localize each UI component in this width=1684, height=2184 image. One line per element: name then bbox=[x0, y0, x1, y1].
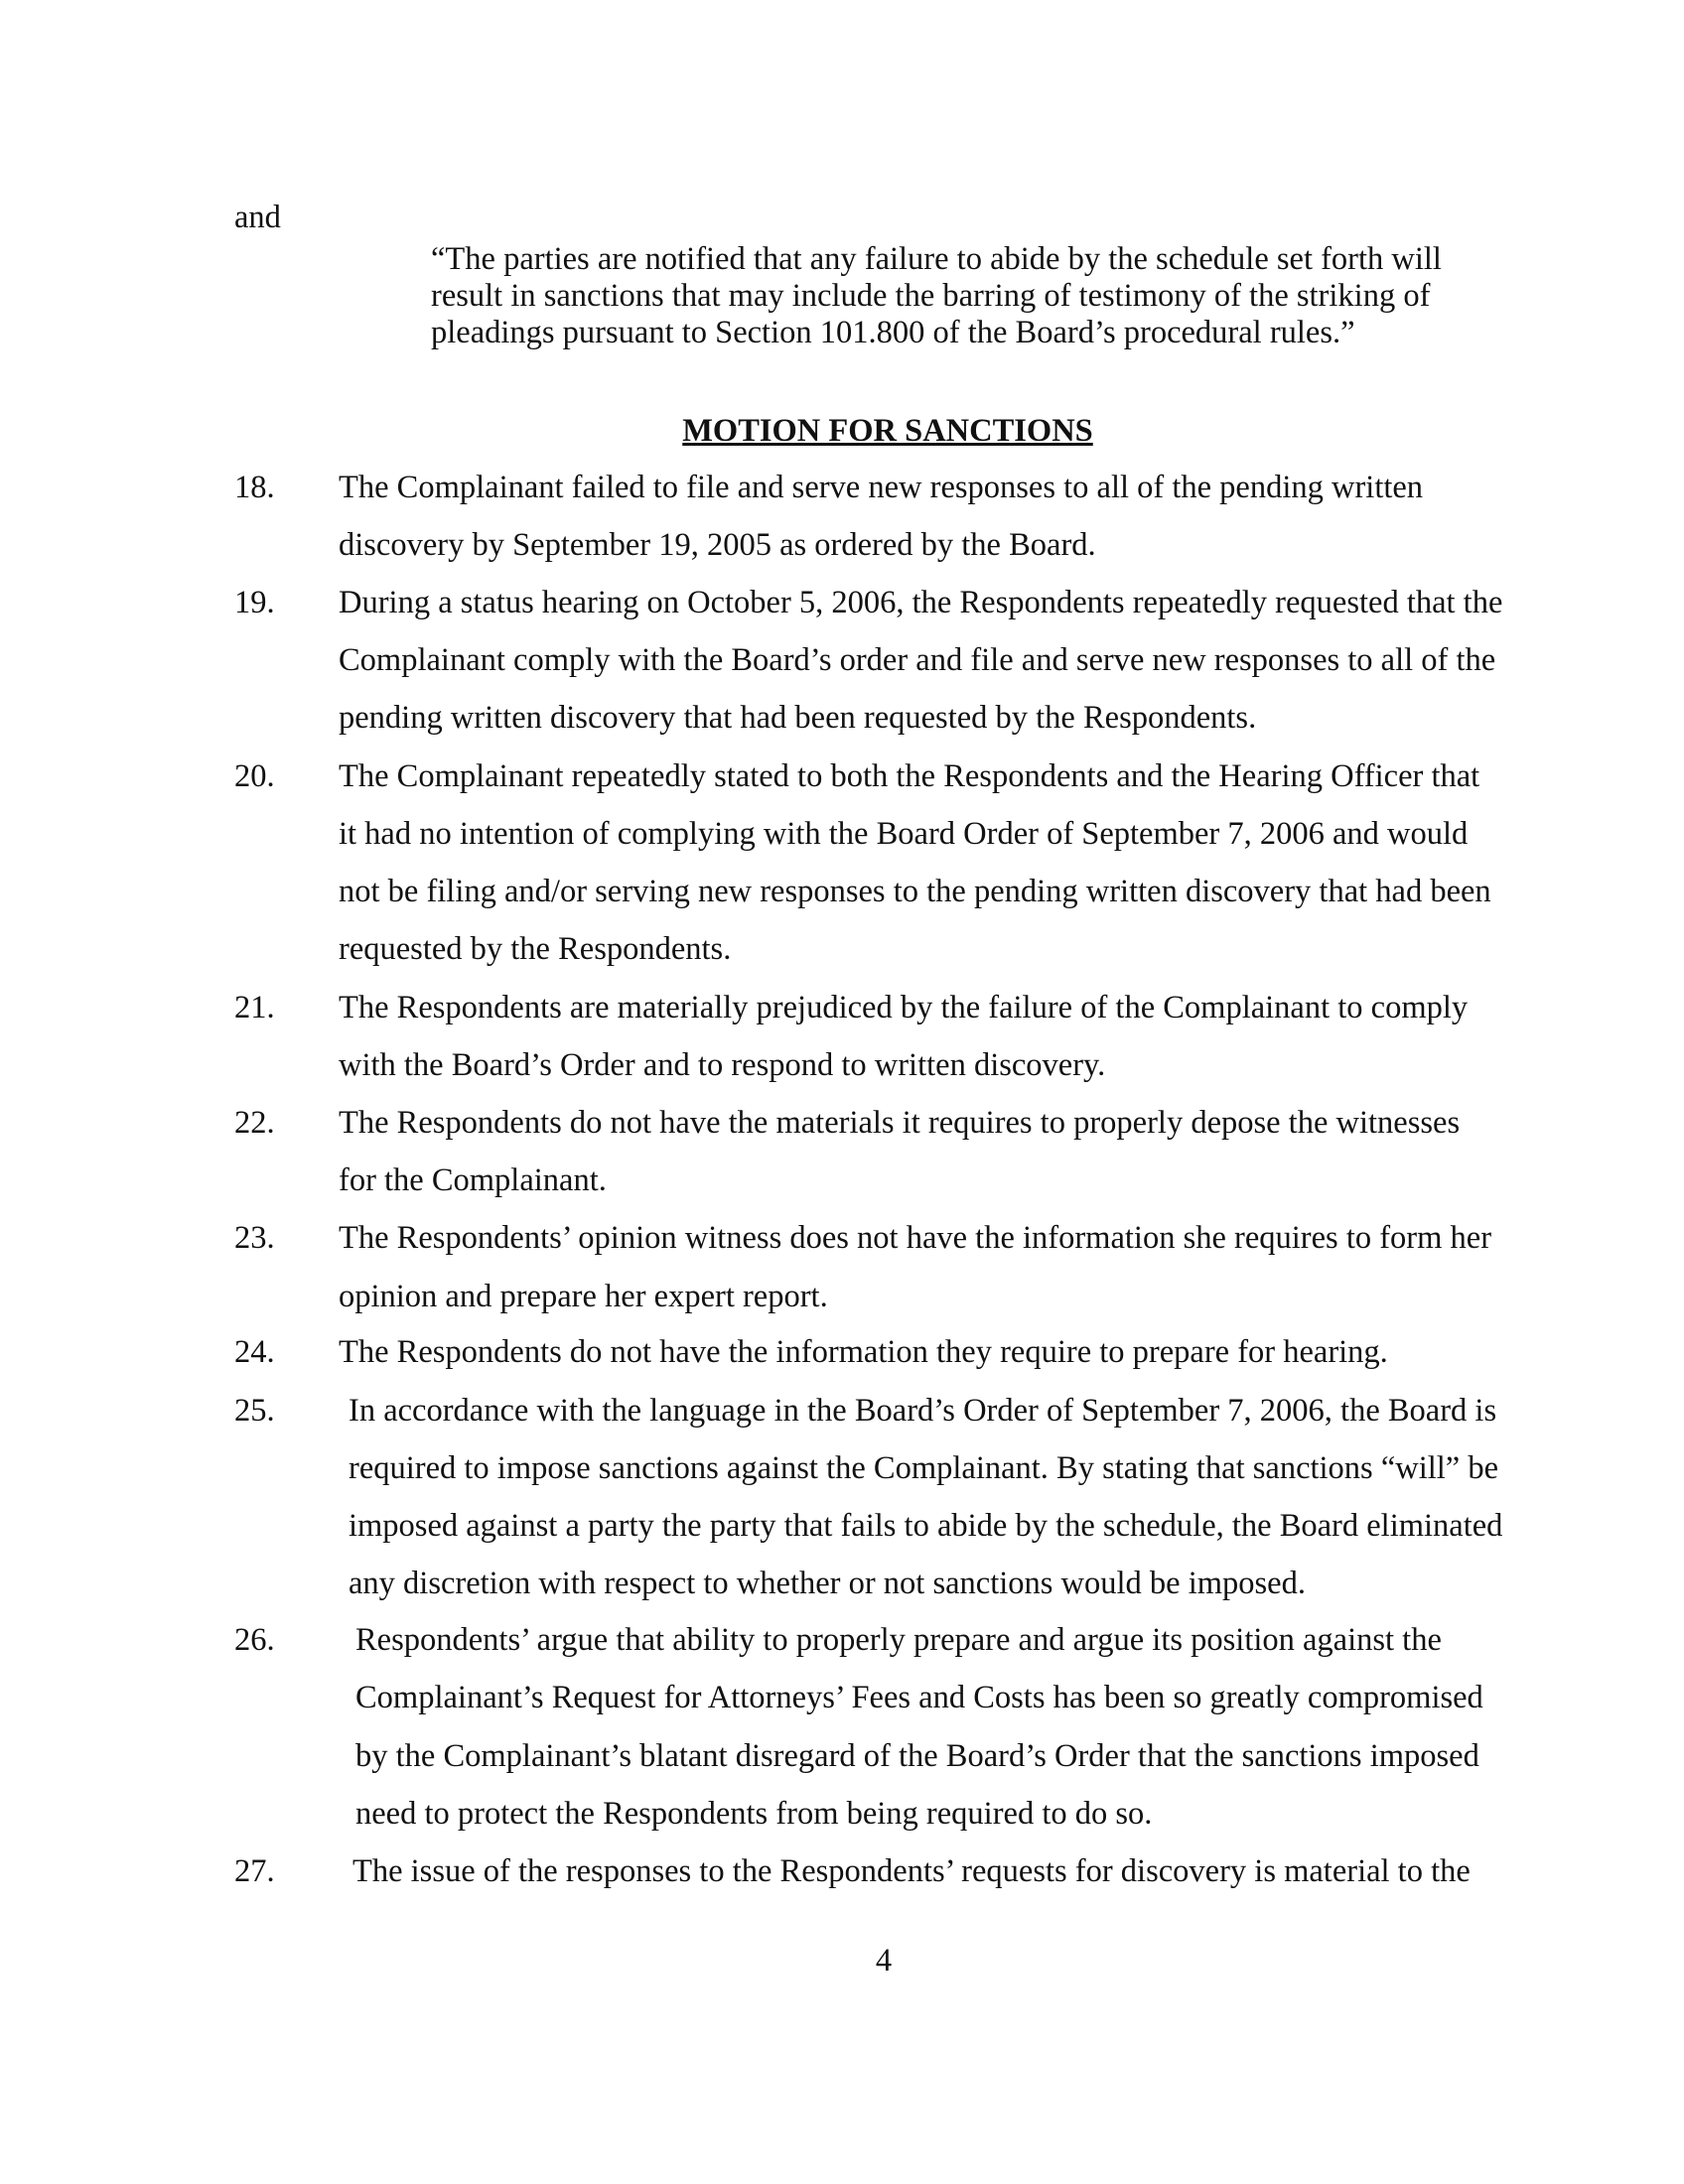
intro-word: and bbox=[234, 200, 281, 235]
paragraph-line: need to protect the Respondents from being required to do so. bbox=[355, 1796, 1153, 1832]
paragraph-line: The Respondents do not have the materials it requires to properly depose the witnesses bbox=[339, 1105, 1461, 1141]
paragraph-line: it had no intention of complying with the Board Order of September 7, 2006 and would bbox=[339, 816, 1469, 852]
paragraph-line: pending written discovery that had been requested by the Respondents. bbox=[339, 700, 1257, 736]
paragraph-line: The Respondents do not have the information they require to prepare for hearing. bbox=[339, 1334, 1388, 1370]
paragraph-line: In accordance with the language in the Board’s Order of September 7, 2006, the Board is bbox=[349, 1393, 1497, 1429]
section-heading: MOTION FOR SANCTIONS bbox=[682, 413, 1093, 449]
paragraph-number: 26. bbox=[234, 1622, 275, 1658]
paragraph-line: During a status hearing on October 5, 2006, the Respondents repeatedly requested that the bbox=[339, 585, 1503, 620]
quote-line: result in sanctions that may include the barring of testimony of the striking of bbox=[431, 278, 1431, 314]
paragraph-number: 18. bbox=[234, 470, 275, 505]
paragraph-line: Respondents’ argue that ability to properly prepare and argue its position against the bbox=[355, 1622, 1442, 1658]
paragraph-number: 19. bbox=[234, 585, 275, 620]
paragraph-line: Complainant’s Request for Attorneys’ Fees and Costs has been so greatly compromised bbox=[355, 1680, 1483, 1715]
paragraph-line: Complainant comply with the Board’s order and file and serve new responses to all of the bbox=[339, 642, 1496, 678]
page-number: 4 bbox=[875, 1943, 893, 1979]
paragraph-line: discovery by September 19, 2005 as ordered by the Board. bbox=[339, 527, 1096, 563]
paragraph-line: opinion and prepare her expert report. bbox=[339, 1279, 828, 1314]
paragraph-line: for the Complainant. bbox=[339, 1162, 607, 1198]
paragraph-line: The Respondents’ opinion witness does not have the information she requires to form her bbox=[339, 1220, 1492, 1256]
paragraph-number: 27. bbox=[234, 1853, 275, 1889]
paragraph-line: not be filing and/or serving new responses to the pending written discovery that had been bbox=[339, 874, 1491, 909]
paragraph-line: required to impose sanctions against the Complainant. By stating that sanctions “will” be bbox=[349, 1450, 1499, 1486]
paragraph-number: 23. bbox=[234, 1220, 275, 1256]
paragraph-line: any discretion with respect to whether or not sanctions would be imposed. bbox=[349, 1566, 1306, 1601]
quote-line: pleadings pursuant to Section 101.800 of the Board’s procedural rules.” bbox=[431, 315, 1355, 350]
paragraph-number: 25. bbox=[234, 1393, 275, 1429]
paragraph-line: by the Complainant’s blatant disregard of the Board’s Order that the sanctions imposed bbox=[355, 1738, 1479, 1774]
paragraph-number: 20. bbox=[234, 758, 275, 794]
paragraph-line: The issue of the responses to the Respondents’ requests for discovery is material to the bbox=[352, 1853, 1471, 1889]
paragraph-line: imposed against a party the party that fails to abide by the schedule, the Board eliminated bbox=[349, 1508, 1503, 1544]
paragraph-number: 22. bbox=[234, 1105, 275, 1141]
paragraph-line: The Respondents are materially prejudiced by the failure of the Complainant to comply bbox=[339, 990, 1469, 1025]
paragraph-line: requested by the Respondents. bbox=[339, 931, 732, 967]
paragraph-line: The Complainant repeatedly stated to both the Respondents and the Hearing Officer that bbox=[339, 758, 1480, 794]
paragraph-number: 21. bbox=[234, 990, 275, 1025]
paragraph-line: with the Board’s Order and to respond to written discovery. bbox=[339, 1047, 1106, 1083]
paragraph-line: The Complainant failed to file and serve new responses to all of the pending written bbox=[339, 470, 1424, 505]
paragraph-number: 24. bbox=[234, 1334, 275, 1370]
quote-line: “The parties are notified that any failure to abide by the schedule set forth will bbox=[431, 241, 1442, 277]
